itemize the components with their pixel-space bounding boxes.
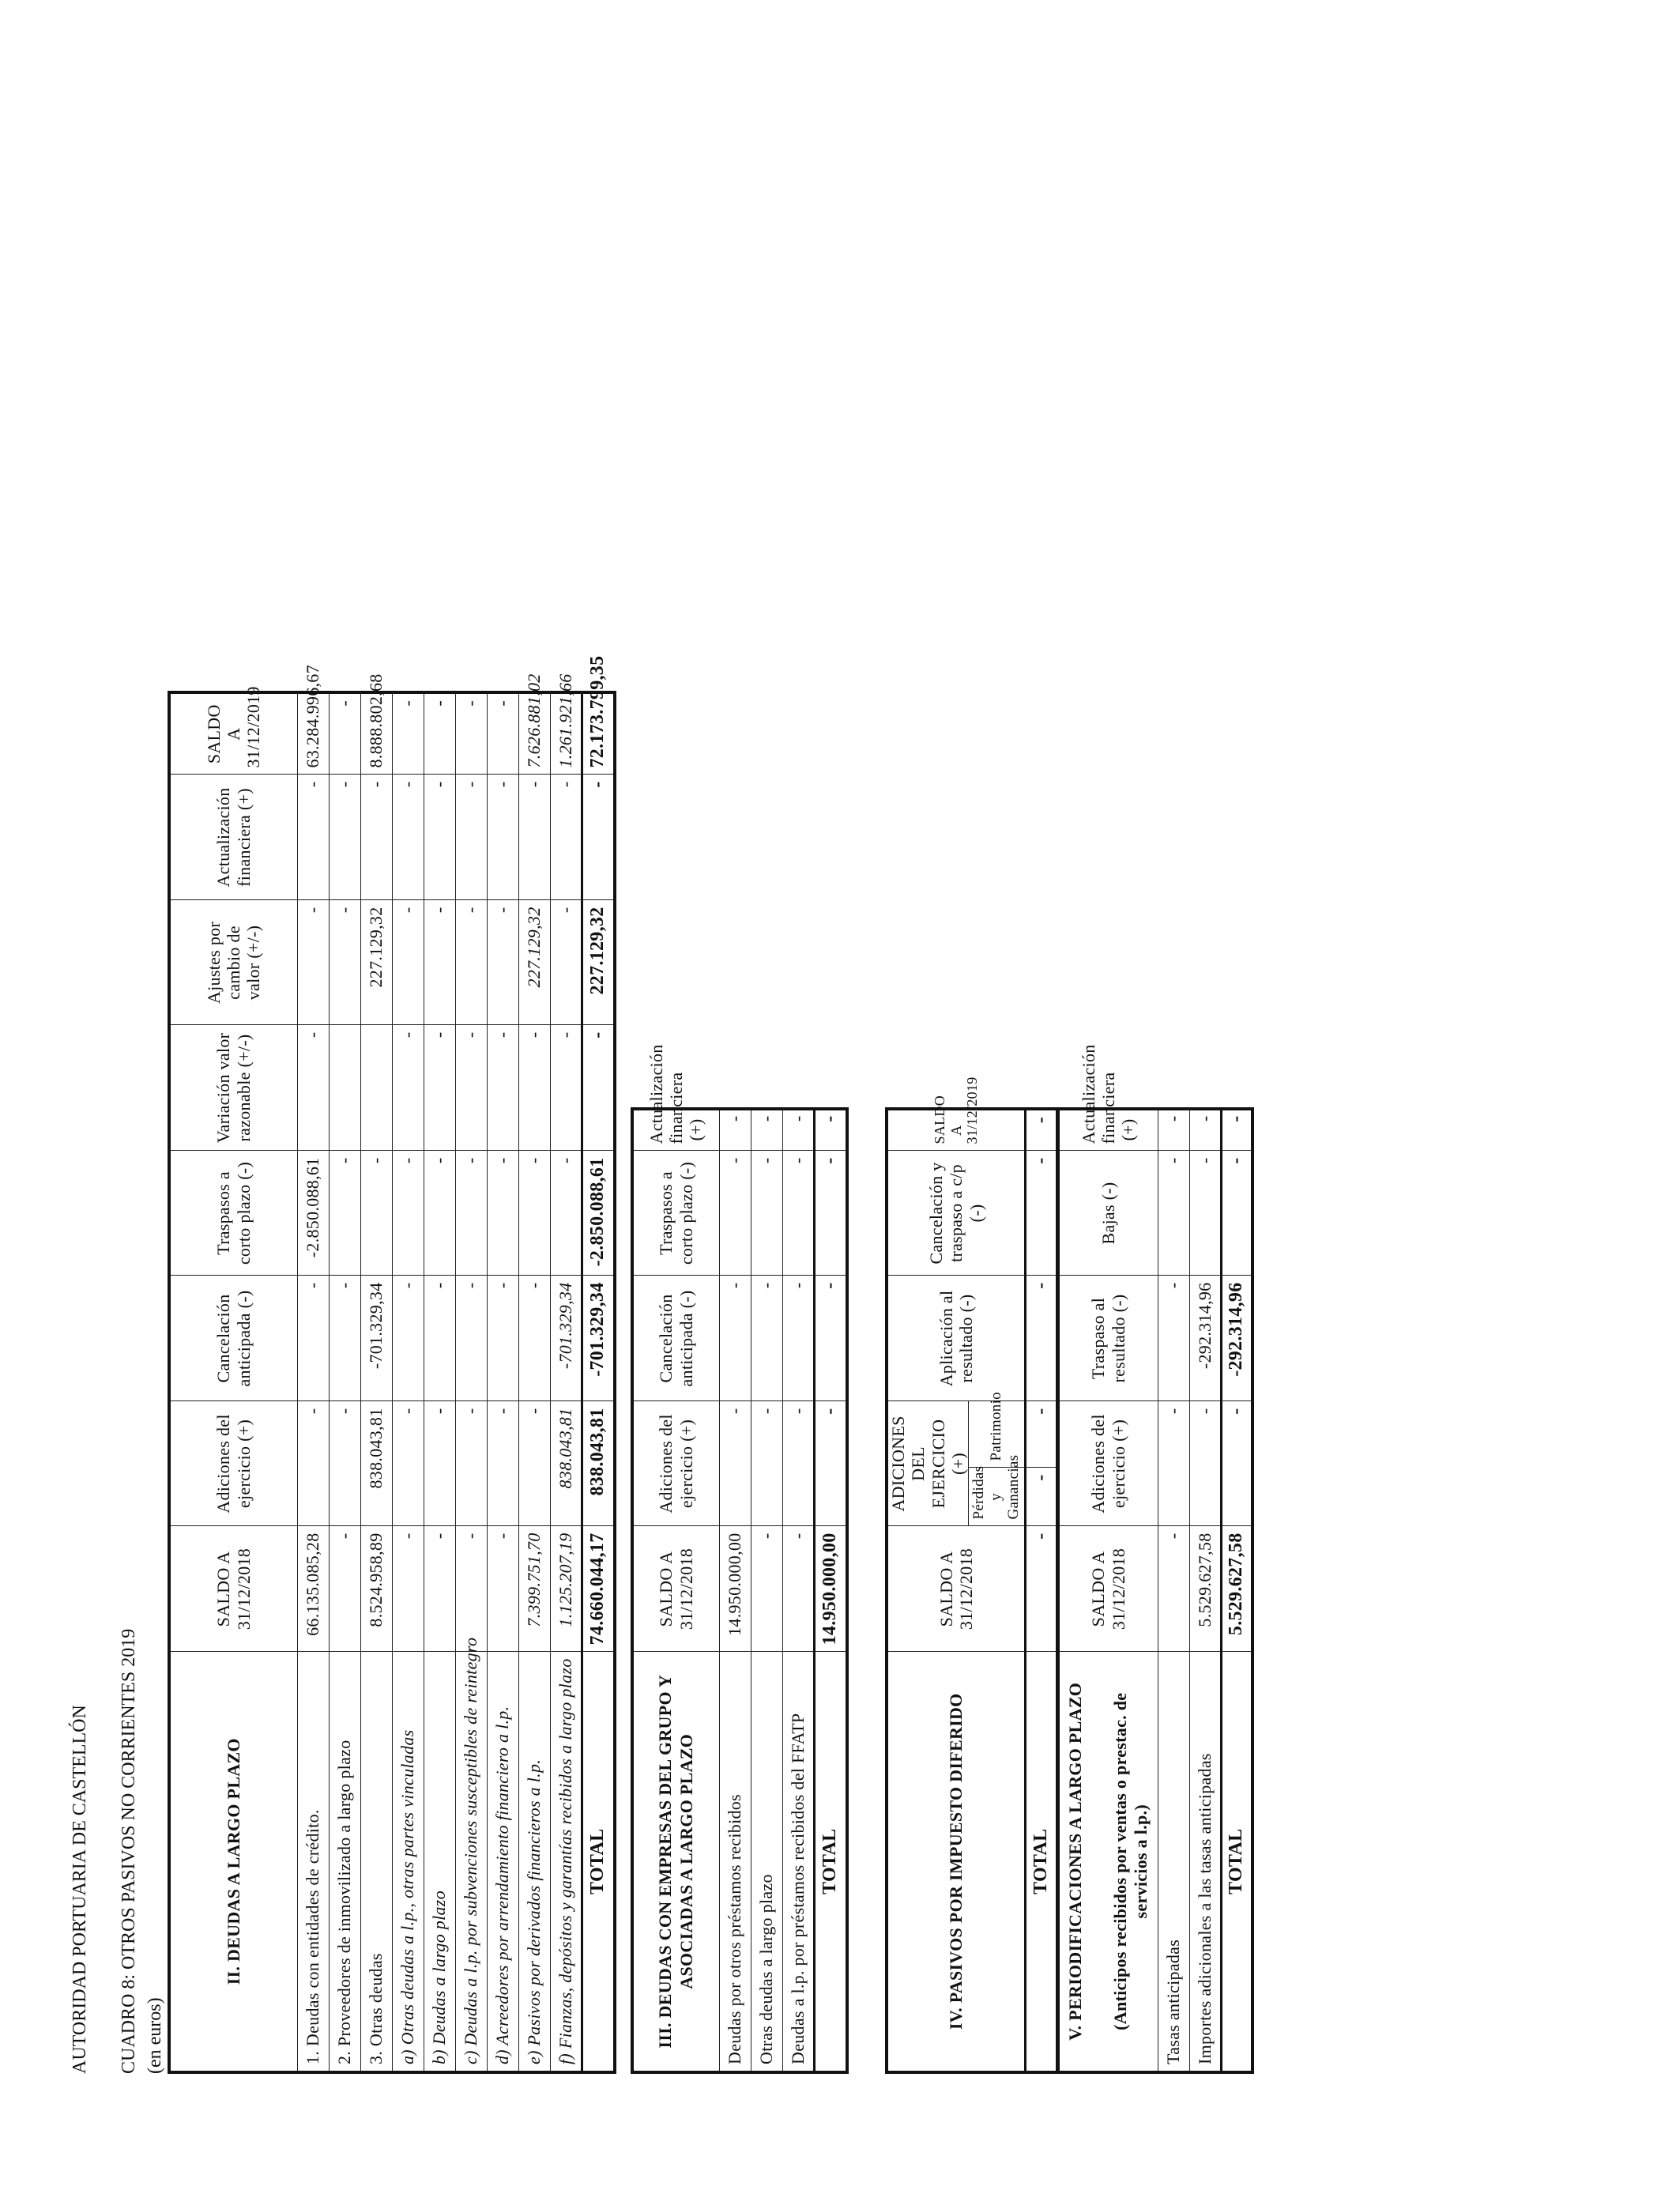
col-saldo-inicial: SALDO A 31/12/2018 xyxy=(632,1526,719,1652)
col-variacion: Variación valor razonable (+/-) xyxy=(169,1025,297,1151)
cell-value: -2.850.088,61 xyxy=(297,1151,329,1276)
cell-value: - xyxy=(455,1526,487,1652)
cell-value: - xyxy=(297,900,329,1025)
table-row xyxy=(329,692,360,2072)
cell-value: - xyxy=(392,1276,424,1401)
row-label: 2. Proveedores de inmovilizado a largo plazo xyxy=(329,1652,360,2072)
cell-value: - xyxy=(550,1151,582,1276)
cell-value: - xyxy=(392,900,424,1025)
col-saldo-inicial: SALDO A 31/12/2018 xyxy=(887,1526,1026,1652)
row-label: e) Pasivos por derivados financieros a l.p. xyxy=(518,1652,550,2072)
cell-value: - xyxy=(297,1025,329,1151)
cell-value: 838.043,81 xyxy=(360,1401,392,1526)
cell-value: - xyxy=(751,1276,782,1401)
row-label: 3. Otras deudas xyxy=(360,1652,392,2072)
cell-value: 5.529.627,58 xyxy=(1189,1526,1221,1652)
cell-value: - xyxy=(424,1526,455,1652)
cell-value: - xyxy=(782,1151,814,1276)
table-row xyxy=(297,692,329,2072)
table2-body xyxy=(719,1109,847,2072)
total-value: - xyxy=(582,775,615,900)
cell-value: - xyxy=(782,1276,814,1401)
table-row xyxy=(1189,1109,1221,2072)
cell-value: - xyxy=(329,900,360,1025)
cell-value: - xyxy=(1189,1151,1221,1276)
cell-value: - xyxy=(751,1151,782,1276)
total-row xyxy=(1221,1109,1252,2072)
cell-value: - xyxy=(392,775,424,900)
cell-value: - xyxy=(329,1151,360,1276)
total-row xyxy=(814,1109,847,2072)
col-cancelacion: Cancelación anticipada (-) xyxy=(169,1276,297,1401)
cell-value: - xyxy=(455,1151,487,1276)
total-row xyxy=(1026,1109,1057,2072)
cell-value: - xyxy=(392,1151,424,1276)
table-row xyxy=(392,692,424,2072)
cell-value: - xyxy=(329,1526,360,1652)
table2-title: III. DEUDAS CON EMPRESAS DEL GRUPO Y ASOCIADAS A LARGO PLAZO xyxy=(632,1652,719,2072)
cell-value: -701.329,34 xyxy=(550,1276,582,1401)
cell-value: - xyxy=(487,1276,518,1401)
cell-value: - xyxy=(550,1025,582,1151)
cell-value: - xyxy=(751,1109,782,1151)
table-periodificaciones xyxy=(1057,1044,1254,2074)
cell-value: - xyxy=(329,775,360,900)
col-actualizacion: Actualización financiera (+) xyxy=(169,775,297,900)
total-label: TOTAL xyxy=(1221,1652,1252,2072)
col-adiciones: Adiciones del ejercicio (+) xyxy=(1058,1401,1158,1526)
cell-value: - xyxy=(719,1401,751,1526)
col-saldo-inicial: SALDO A 31/12/2018 xyxy=(169,1526,297,1652)
cell-value: - xyxy=(360,1151,392,1276)
total-label: TOTAL xyxy=(582,1652,615,2072)
cell-value: - xyxy=(424,1025,455,1151)
cell-value: 63.284.996,67 xyxy=(297,692,329,775)
cell-value xyxy=(360,1025,392,1151)
col-saldo-final: SALDO A 31/12/2019 xyxy=(887,1109,1026,1151)
total-value: 72.173.799,35 xyxy=(582,692,615,775)
total-value: - xyxy=(1026,1151,1057,1276)
cell-value: - xyxy=(751,1526,782,1652)
cell-value: - xyxy=(487,692,518,775)
cell-value: - xyxy=(392,1526,424,1652)
cell-value: 8.888.802,68 xyxy=(360,692,392,775)
table3-body xyxy=(1026,1109,1057,2072)
total-value: 838.043,81 xyxy=(582,1401,615,1526)
table1-body xyxy=(297,655,615,2072)
cell-value: - xyxy=(455,1401,487,1526)
cell-value: 227.129,32 xyxy=(518,900,550,1025)
table-row xyxy=(550,692,582,2072)
table4-subtitle: (Anticipos recibidos por ventas o prestac. de servicios a l.p.) xyxy=(1109,1692,1151,2030)
table-row xyxy=(719,1109,751,2072)
cell-value: - xyxy=(329,1401,360,1526)
cell-value: - xyxy=(518,1401,550,1526)
row-label: 1. Deudas con entidades de crédito. xyxy=(297,1652,329,2072)
cell-value: - xyxy=(297,1401,329,1526)
col-saldo-final: SALDO A 31/12/2019 xyxy=(169,692,297,775)
cell-value: - xyxy=(487,1151,518,1276)
total-value: - xyxy=(1026,1468,1057,1526)
total-value: - xyxy=(582,1025,615,1151)
table-row xyxy=(751,1109,782,2072)
table3-title: IV. PASIVOS POR IMPUESTO DIFERIDO xyxy=(887,1652,1026,2072)
total-value: -292.314,96 xyxy=(1221,1276,1252,1401)
cell-value: - xyxy=(487,775,518,900)
cell-value: - xyxy=(487,1526,518,1652)
cell-value: -701.329,34 xyxy=(360,1276,392,1401)
cell-value: - xyxy=(455,900,487,1025)
total-value: 5.529.627,58 xyxy=(1221,1526,1252,1652)
cell-value: - xyxy=(329,1276,360,1401)
cell-value: - xyxy=(782,1401,814,1526)
cell-value: - xyxy=(455,775,487,900)
total-value: - xyxy=(814,1401,847,1526)
col-bajas: Bajas (-) xyxy=(1058,1151,1158,1276)
col-aplicacion: Aplicación al resultado (-) xyxy=(887,1276,1026,1401)
cell-value: - xyxy=(1158,1109,1189,1151)
report-title: CUADRO 8: OTROS PASIVOS NO CORRIENTES 2019 xyxy=(119,1628,139,2074)
total-value: -701.329,34 xyxy=(582,1276,615,1401)
org-name: AUTORIDAD PORTUARIA DE CASTELLÓN xyxy=(70,1705,90,2074)
total-value: 227.129,32 xyxy=(582,900,615,1025)
cell-value: - xyxy=(518,1025,550,1151)
total-value: - xyxy=(814,1276,847,1401)
col-actualizacion: Actualización financiera (+) xyxy=(632,1109,719,1151)
cell-value: - xyxy=(487,1025,518,1151)
units-note: (en euros) xyxy=(145,1997,165,2074)
table1-title: II. DEUDAS A LARGO PLAZO xyxy=(169,1652,297,2072)
col-cancelacion: Cancelación y traspaso a c/p (-) xyxy=(887,1151,1026,1276)
cell-value: - xyxy=(719,1276,751,1401)
table-row xyxy=(1158,1109,1189,2072)
table-row xyxy=(455,692,487,2072)
cell-value: - xyxy=(392,1025,424,1151)
row-label: f) Fianzas, depósitos y garantías recibidos a largo plazo xyxy=(550,1652,582,2072)
cell-value: - xyxy=(392,1401,424,1526)
cell-value: - xyxy=(1158,1276,1189,1401)
cell-value: - xyxy=(1158,1151,1189,1276)
table4-title xyxy=(1058,1652,1158,2072)
total-value: 14.950.000,00 xyxy=(814,1526,847,1652)
cell-value xyxy=(329,1025,360,1151)
col-ajustes: Ajustes por cambio de valor (+/-) xyxy=(169,900,297,1025)
table-row xyxy=(782,1109,814,2072)
total-value: - xyxy=(814,1151,847,1276)
cell-value: - xyxy=(297,775,329,900)
cell-value: - xyxy=(1189,1109,1221,1151)
total-value: - xyxy=(1026,1526,1057,1652)
table-row xyxy=(518,692,550,2072)
cell-value: - xyxy=(550,775,582,900)
row-label: b) Deudas a largo plazo xyxy=(424,1652,455,2072)
col-adiciones-group: ADICIONES DEL EJERCICIO (+) xyxy=(887,1401,969,1526)
total-value: - xyxy=(1221,1151,1252,1276)
cell-value: 7.399.751,70 xyxy=(518,1526,550,1652)
col-actualizacion: Actualización financiera (+) xyxy=(1058,1109,1158,1151)
cell-value: - xyxy=(782,1526,814,1652)
row-label: d) Acreedores por arrendamiento financiero a l.p. xyxy=(487,1652,518,2072)
cell-value: - xyxy=(424,775,455,900)
col-perdidas-ganancias: Pérdidas y Ganancias xyxy=(969,1468,1026,1526)
cell-value: - xyxy=(782,1109,814,1151)
cell-value: - xyxy=(424,692,455,775)
total-value: - xyxy=(1026,1109,1057,1151)
row-label: Otras deudas a largo plazo xyxy=(751,1652,782,2072)
col-traspasos: Traspasos a corto plazo (-) xyxy=(632,1151,719,1276)
row-label: c) Deudas a l.p. por subvenciones susceptibles de reintegro xyxy=(455,1652,487,2072)
total-value: - xyxy=(1026,1401,1057,1468)
cell-value: 227.129,32 xyxy=(360,900,392,1025)
cell-value: - xyxy=(392,692,424,775)
cell-value: - xyxy=(424,1276,455,1401)
row-label: Tasas anticipadas xyxy=(1158,1652,1189,2072)
cell-value: 14.950.000,00 xyxy=(719,1526,751,1652)
cell-value: - xyxy=(719,1109,751,1151)
cell-value: - xyxy=(297,1276,329,1401)
cell-value: - xyxy=(424,1401,455,1526)
cell-value: - xyxy=(1189,1401,1221,1526)
cell-value: 838.043,81 xyxy=(550,1401,582,1526)
cell-value: - xyxy=(455,1025,487,1151)
total-row xyxy=(582,692,615,2072)
cell-value: -292.314,96 xyxy=(1189,1276,1221,1401)
row-label: a) Otras deudas a l.p., otras partes vinculadas xyxy=(392,1652,424,2072)
cell-value: - xyxy=(751,1401,782,1526)
row-label: Importes adicionales a las tasas anticipadas xyxy=(1189,1652,1221,2072)
total-value: - xyxy=(814,1109,847,1151)
col-traspasos: Traspasos a corto plazo (-) xyxy=(169,1151,297,1276)
cell-value: - xyxy=(550,900,582,1025)
cell-value: - xyxy=(1158,1401,1189,1526)
col-adiciones: Adiciones del ejercicio (+) xyxy=(632,1401,719,1526)
cell-value: 1.261.921,66 xyxy=(550,692,582,775)
col-patrimonio: Patrimonio xyxy=(969,1401,1026,1468)
cell-value: - xyxy=(518,775,550,900)
cell-value: 8.524.958,89 xyxy=(360,1526,392,1652)
total-value: -2.850.088,61 xyxy=(582,1151,615,1276)
cell-value: - xyxy=(424,1151,455,1276)
table-row xyxy=(487,692,518,2072)
cell-value: - xyxy=(518,1276,550,1401)
total-value: - xyxy=(1221,1109,1252,1151)
table-impuesto-diferido xyxy=(885,1076,1059,2074)
col-traspaso: Traspaso al resultado (-) xyxy=(1058,1276,1158,1401)
cell-value: - xyxy=(487,900,518,1025)
cell-value: 1.125.207,19 xyxy=(550,1526,582,1652)
table4-heading: V. PERIODIFICACIONES A LARGO PLAZO xyxy=(1065,1682,1086,2041)
cell-value: - xyxy=(1158,1526,1189,1652)
total-label: TOTAL xyxy=(814,1652,847,2072)
total-label: TOTAL xyxy=(1026,1652,1057,2072)
cell-value: - xyxy=(487,1401,518,1526)
table-row xyxy=(360,692,392,2072)
row-label: Deudas por otros préstamos recibidos xyxy=(719,1652,751,2072)
row-label: Deudas a l.p. por préstamos recibidos del FFATP xyxy=(782,1652,814,2072)
total-value: - xyxy=(1026,1276,1057,1401)
cell-value: - xyxy=(360,775,392,900)
total-value: - xyxy=(1221,1401,1252,1526)
col-cancelacion: Cancelación anticipada (-) xyxy=(632,1276,719,1401)
table4-body xyxy=(1158,1109,1252,2072)
col-saldo-inicial: SALDO A 31/12/2018 xyxy=(1058,1526,1158,1652)
cell-value: - xyxy=(329,692,360,775)
total-value: 74.660.044,17 xyxy=(582,1526,615,1652)
table-deudas-grupo xyxy=(631,1044,849,2074)
cell-value: 7.626.881,02 xyxy=(518,692,550,775)
table-row xyxy=(424,692,455,2072)
cell-value: - xyxy=(518,1151,550,1276)
cell-value: - xyxy=(455,692,487,775)
table-deudas-largo-plazo xyxy=(168,655,616,2074)
col-adiciones: Adiciones del ejercicio (+) xyxy=(169,1401,297,1526)
cell-value: 66.135.085,28 xyxy=(297,1526,329,1652)
cell-value: - xyxy=(455,1276,487,1401)
cell-value: - xyxy=(719,1151,751,1276)
cell-value: - xyxy=(424,900,455,1025)
